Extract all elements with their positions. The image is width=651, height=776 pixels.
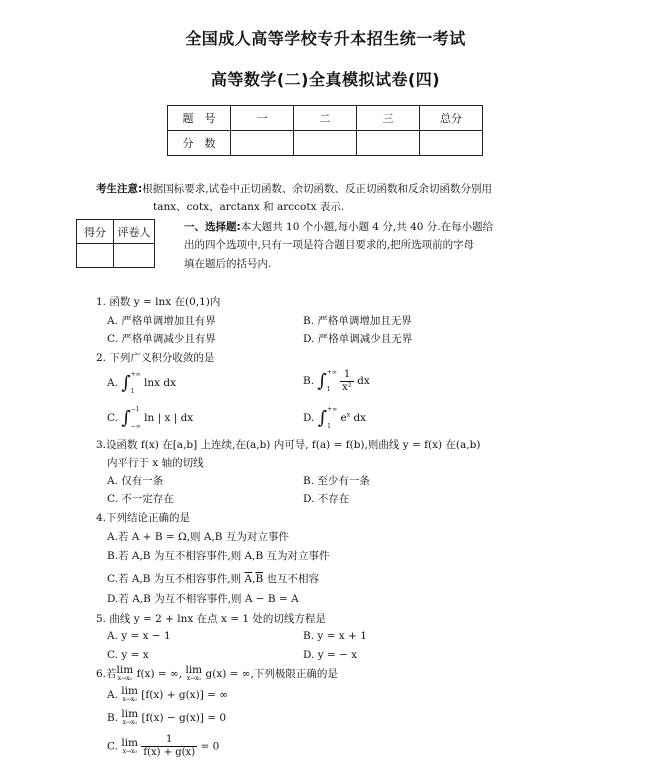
q1-option-a: A. 严格单调增加且有界 (107, 315, 216, 327)
exam-title: 全国成人高等学校专升本招生统一考试 (185, 29, 466, 48)
q4-option-d: D.若 A,B 为互不相容事件,则 A − B = A (107, 593, 299, 605)
integral-sign: ∫ (317, 370, 327, 392)
score-cell (357, 131, 420, 156)
score-row-label: 分 数 (168, 131, 231, 156)
notice-line2: tanx、cotx、arctanx 和 arccotx 表示. (153, 201, 345, 213)
limit: lim x→x₀ (116, 664, 134, 682)
grader-score-label: 得分 (77, 220, 114, 244)
q2-option-c: C. ∫ −1 −∞ ln | x | dx (107, 406, 194, 430)
q4-stem: 4.下列结论正确的是 (96, 512, 191, 524)
q5-option-d: D. y = − x (303, 649, 358, 661)
fraction: $\frac{1}{f(x) + g(x)}$ (143, 734, 196, 758)
q5-stem: 5. 曲线 y = 2 + lnx 在点 x = 1 处的切线方程是 (96, 613, 326, 625)
score-header-total: 总分 (420, 106, 483, 131)
score-table (167, 105, 483, 156)
notice-line1: 考生注意:根据国标要求,试卷中正切函数、余切函数、反正切函数和反余切函数分别用 (96, 183, 493, 195)
q3-option-d: D. 不存在 (303, 493, 350, 505)
q2-stem: 2. 下列广义积分收敛的是 (96, 352, 215, 364)
limit: lim x→x₀ (121, 685, 138, 703)
grader-cell (114, 244, 155, 268)
section1-line3: 填在题后的括号内. (184, 258, 272, 270)
q1-option-c: C. 严格单调减少且有界 (107, 333, 216, 345)
q5-option-b: B. y = x + 1 (303, 630, 367, 642)
score-cell (231, 131, 294, 156)
section1-title: 一、选择题: (184, 221, 241, 233)
notice-label: 考生注意: (96, 183, 143, 195)
grader-table (76, 219, 155, 268)
q2-option-b: B. ∫ +∞ 1 $\frac{1}{\text{x²}}$ dx (303, 368, 370, 393)
q1-option-d: D. 严格单调减少且无界 (303, 333, 413, 345)
limit: lim x→x₀ (121, 736, 139, 755)
q3-stem: 3.设函数 f(x) 在[a,b] 上连续,在(a,b) 内可导, f(a) = f(b),则曲线 y = f(x) 在(a,b) (96, 439, 481, 451)
q2-option-a: A. ∫ +∞ 1 lnx dx (107, 371, 177, 395)
grader-reviewer-label: 评卷人 (114, 220, 155, 244)
q3-option-b: B. 至少有一条 (303, 475, 370, 487)
section1-line2: 出的四个选项中,只有一项是符合题目要求的,把所选项前的字母 (184, 239, 475, 251)
q1-stem: 1. 函数 y = lnx 在(0,1)内 (96, 296, 221, 308)
section1-line1: 一、选择题:本大题共 10 个小题,每小题 4 分,共 40 分.在每小题给 (184, 221, 494, 233)
q3-option-c: C. 不一定存在 (107, 493, 174, 505)
integral-sign: ∫ (121, 372, 131, 394)
q3-option-a: A. 仅有一条 (107, 475, 164, 487)
q1-option-b: B. 严格单调增加且无界 (303, 315, 412, 327)
limit: lim x→x₀ (185, 664, 203, 682)
q6-option-a: A. lim x→x₀ [f(x) + g(x)] = ∞ (107, 685, 229, 703)
q4-option-b: B.若 A,B 为互不相容事件,则 A,B 互为对立事件 (107, 550, 330, 562)
score-header-label: 题 号 (168, 106, 231, 131)
q6-option-b: B. lim x→x₀ [f(x) − g(x)] = 0 (107, 708, 227, 726)
fraction: $\frac{1}{\text{x²}}$ (342, 368, 352, 393)
q4-option-c: C.若 A,B 为互不相容事件,则 $\overline{A},\overline{B}$ 也互不相容 (107, 573, 319, 585)
paper-subtitle: 高等数学(二)全真模拟试卷(四) (210, 70, 441, 89)
score-header-2: 二 (294, 106, 357, 131)
score-cell (420, 131, 483, 156)
q6-stem: 6.若lim x→x₀ f(x) = ∞, lim x→x₀ g(x) = ∞,下列极限正确的是 (96, 664, 338, 682)
q4-option-a: A.若 A + B = Ω,则 A,B 互为对立事件 (107, 531, 289, 543)
integral-sign: ∫ (121, 407, 131, 429)
q6-option-c: C. lim x→x₀ $\frac{1}{f(x) + g(x)}$ = 0 (107, 734, 220, 758)
q5-option-a: A. y = x − 1 (107, 630, 171, 642)
score-cell (294, 131, 357, 156)
score-header-3: 三 (357, 106, 420, 131)
q5-option-c: C. y = x (107, 649, 149, 661)
score-header-1: 一 (231, 106, 294, 131)
q3-stem-cont: 内平行于 x 轴的切线 (107, 457, 204, 469)
q2-option-d: D. ∫ +∞ 1 $e^x$ dx (303, 406, 367, 430)
integral-sign: ∫ (317, 407, 328, 429)
grader-cell (77, 244, 114, 268)
limit: lim x→x₀ (121, 708, 139, 726)
